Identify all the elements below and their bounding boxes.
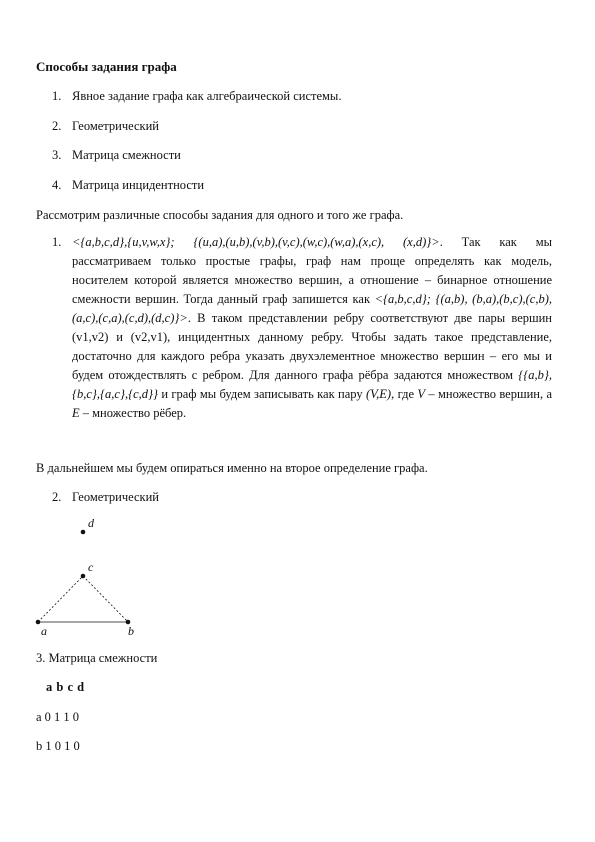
list-item-label: Матрица смежности: [72, 148, 181, 163]
list-item-label: Матрица инцидентности: [72, 178, 205, 193]
list-item-label: Геометрический: [72, 118, 159, 133]
list-number: 1.: [52, 235, 62, 249]
list-item-label: Явное задание графа как алгебраической системы.: [72, 89, 342, 103]
vertex-a: [36, 620, 41, 625]
definition-text-part: , где: [391, 387, 418, 401]
matrix-title: 3. Матрица смежности: [36, 651, 158, 665]
model-expression: <{a,b,c,d}; {(a,b), (b,a),(b,c),(c,b),(a,c),(c,a),(c,d),(d,c)}>: [72, 292, 552, 325]
vertex-d: [81, 530, 86, 535]
note-paragraph: В дальнейшем мы будем опираться именно на второе определение графа.: [36, 461, 428, 475]
list-number: 1.: [52, 89, 62, 103]
intro-paragraph: Рассмотрим различные способы задания для одного и того же графа.: [36, 208, 404, 222]
edge-bc: [83, 576, 128, 622]
page-title: Способы задания графа: [36, 59, 177, 74]
list-number: 2.: [52, 118, 62, 133]
list-number: 2.: [52, 490, 62, 504]
matrix-row: a 0 1 1 0: [36, 710, 80, 724]
matrix-row: b 1 0 1 0: [36, 739, 80, 753]
definition-text-part: . В таком представлении ребру соответствуют две пары вершин (v1,v2) и (v2,v1), инцидентных данному ребру. Чтобы задать такое представление, достаточно для каждого ребра указать двухэлементное множество вершин – его мы и будем отождествлять с ребром. Для данного графа рёбра задаются множеством: [72, 311, 552, 382]
list-number: 4.: [52, 178, 62, 193]
definition-text-part: и граф мы будем записывать как пару: [158, 387, 366, 401]
vertex-set-symbol: V: [417, 387, 426, 401]
vertex-label-c: c: [88, 560, 94, 574]
matrix-header: a b c d: [46, 680, 85, 694]
algebraic-expression: <{a,b,c,d},{u,v,w,x}; {(u,a),(u,b),(v,b),(v,c),(w,c),(w,a),(x,c), (x,d)}>: [72, 235, 440, 249]
definition-text-part: – множество вершин, а: [425, 387, 552, 401]
edge-ac: [38, 576, 83, 622]
definition-text-part: . Так как мы рассматриваем только простые графы, граф нам проще определять как модель, носителем которой является множество вершин, а отношение – бинарное отношение смежности вершин. Тогда данный граф запишется как: [72, 235, 552, 306]
edge-set-symbol: E: [72, 406, 80, 420]
vertex-c: [81, 574, 86, 579]
vertex-label-d: d: [88, 516, 94, 530]
definition-text-part: – множество рёбер.: [79, 406, 187, 420]
vertex-label-a: a: [41, 624, 47, 638]
vertex-label-b: b: [128, 624, 134, 638]
pair-expression: (V,E): [365, 387, 392, 401]
list-number: 3.: [52, 148, 62, 163]
list-item-label: Геометрический: [72, 490, 159, 504]
edge-set-expression: {{a,b},{b,c},{a,c},{c,d}}: [72, 368, 552, 401]
